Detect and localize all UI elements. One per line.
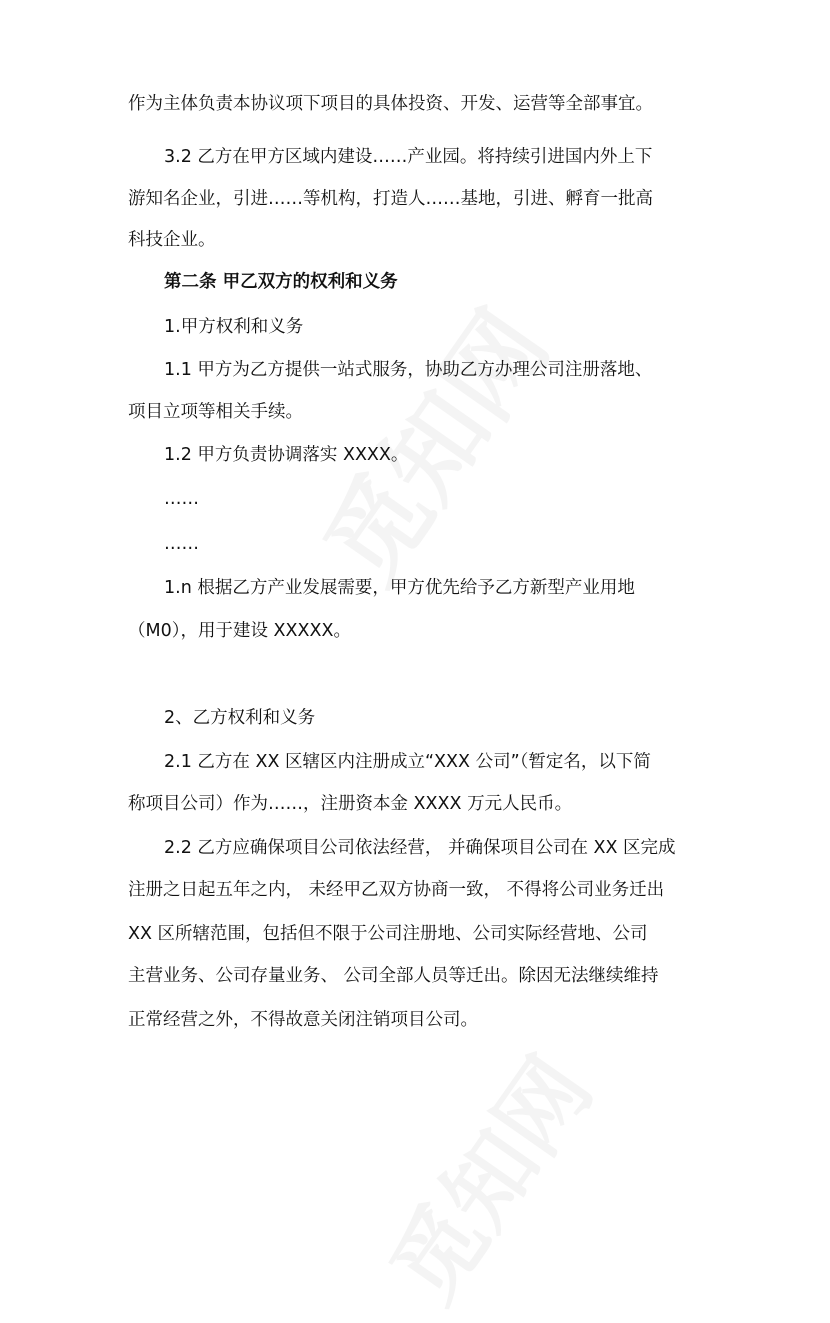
text-line: 1.n 根据乙方产业发展需要，甲方优先给予乙方新型产业用地 [164, 578, 635, 598]
watermark-text [354, 1027, 615, 1323]
text-line: 科技企业。 [128, 230, 216, 250]
text-line: 称项目公司）作为……，注册资本金 XXXX 万元人民币。 [128, 794, 573, 814]
watermark-text [285, 278, 575, 606]
text-line: 正常经营之外，不得故意关闭注销项目公司。 [128, 1010, 478, 1030]
text-line: 游知名企业，引进……等机构，打造人……基地，引进、孵育一批高 [128, 189, 653, 209]
text-line: 2.2 乙方应确保项目公司依法经营， 并确保项目公司在 XX 区完成 [164, 838, 676, 858]
text-line: 1.1 甲方为乙方提供一站式服务，协助乙方办理公司注册落地、 [164, 360, 653, 380]
text-line: （M0），用于建设 XXXXX。 [128, 621, 351, 641]
section-heading: 第二条 甲乙双方的权利和义务 [164, 272, 398, 292]
ellipsis-line: …… [164, 489, 199, 509]
subsection-heading: 2、乙方权利和义务 [164, 708, 316, 728]
ellipsis-line: …… [164, 534, 199, 554]
text-line: 注册之日起五年之内， 未经甲乙双方协商一致， 不得将公司业务迁出 [128, 880, 665, 900]
text-line: 1.2 甲方负责协调落实 XXXX。 [164, 445, 409, 465]
text-line: 3.2 乙方在甲方区域内建设……产业园。将持续引进国内外上下 [164, 147, 653, 167]
subsection-heading: 1.甲方权利和义务 [164, 317, 304, 337]
text-line: 2.1 乙方在 XX 区辖区内注册成立“XXX 公司”（暂定名，以下简 [164, 752, 651, 772]
text-line: XX 区所辖范围，包括但不限于公司注册地、公司实际经营地、公司 [128, 924, 648, 944]
text-line: 主营业务、公司存量业务、 公司全部人员等迁出。除因无法继续维持 [128, 966, 659, 986]
text-line: 作为主体负责本协议项下项目的具体投资、开发、运营等全部事宜。 [128, 94, 653, 114]
text-line: 项目立项等相关手续。 [128, 402, 303, 422]
